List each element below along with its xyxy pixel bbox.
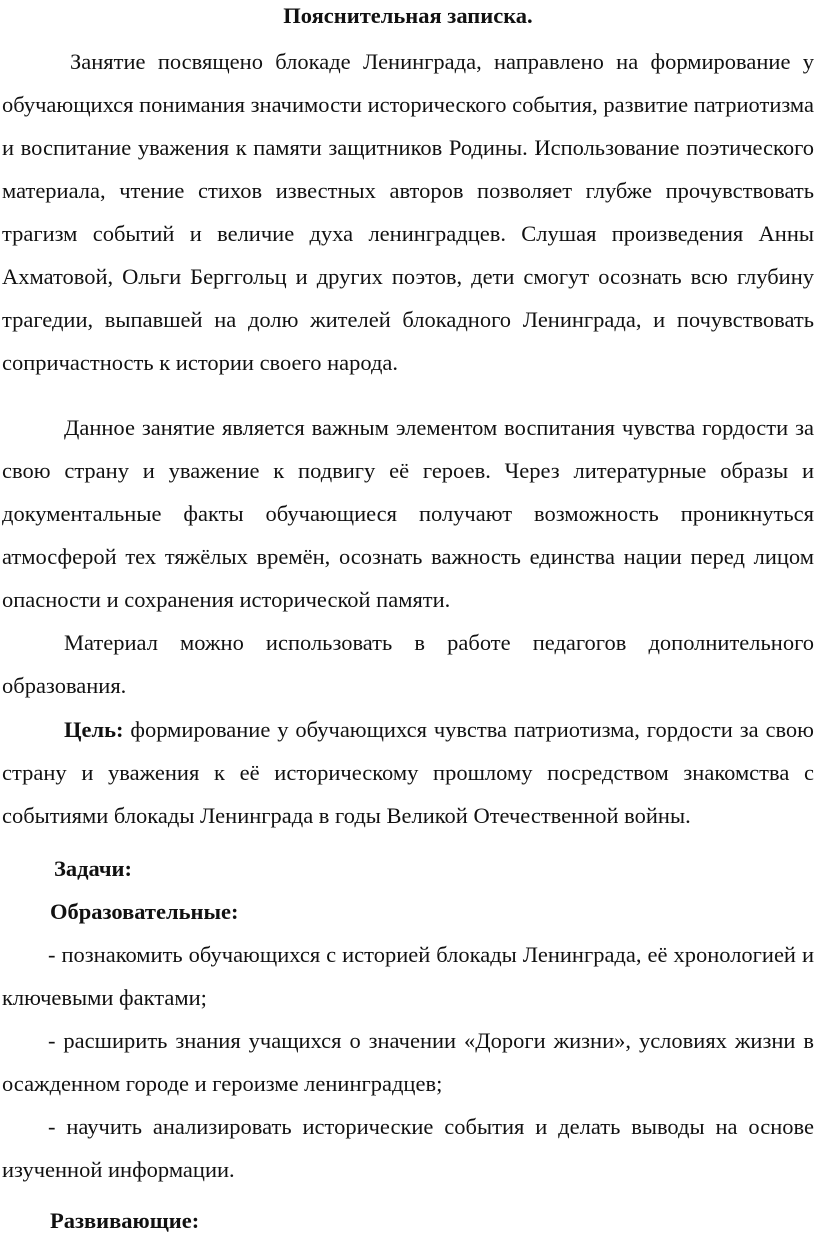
- tasks-heading: Задачи:: [54, 856, 133, 881]
- importance-paragraph: Данное занятие является важным элементом воспитания чувства гордости за свою страну и уважение к подвигу её героев. Через литературные образы и документальные факты обучающиеся получают возможность проникнуться атмосферой тех тяжёлых времён, осознать важность единства нации перед лицом опасности и сохранения исторической памяти.: [2, 415, 814, 612]
- educational-item: - расширить знания учащихся о значении «Дороги жизни», условиях жизни в осажденном городе и героизме ленинградцев;: [2, 1028, 814, 1096]
- goal-label: Цель:: [64, 717, 124, 742]
- usage-paragraph: Материал можно использовать в работе педагогов дополнительного образования.: [2, 630, 814, 698]
- educational-heading: Образовательные:: [50, 899, 239, 924]
- educational-item: - познакомить обучающихся с историей блокады Ленинграда, её хронологией и ключевыми фактами;: [2, 942, 814, 1010]
- developmental-heading: Развивающие:: [50, 1208, 200, 1233]
- intro-paragraph: Занятие посвящено блокаде Ленинграда, направлено на формирование у обучающихся понимания значимости исторического события, развитие патриотизма и воспитание уважения к памяти защитников Родины. Использование поэтического материала, чтение стихов известных авторов позволяет глубже прочувствовать трагизм событий и величие духа ленинградцев. Слушая произведения Анны Ахматовой, Ольги Берггольц и других поэтов, дети смогут осознать всю глубину трагедии, выпавшей на долю жителей блокадного Ленинграда, и почувствовать сопричастность к истории своего народа.: [2, 49, 814, 375]
- educational-item: - научить анализировать исторические события и делать выводы на основе изученной информации.: [2, 1114, 814, 1182]
- goal-paragraph: [2, 708, 814, 837]
- goal-text: формирование у обучающихся чувства патриотизма, гордости за свою страну и уважения к её историческому прошлому посредством знакомства с событиями блокады Ленинграда в годы Великой Отечественной войны.: [2, 717, 814, 828]
- document-title: Пояснительная записка.: [283, 3, 533, 28]
